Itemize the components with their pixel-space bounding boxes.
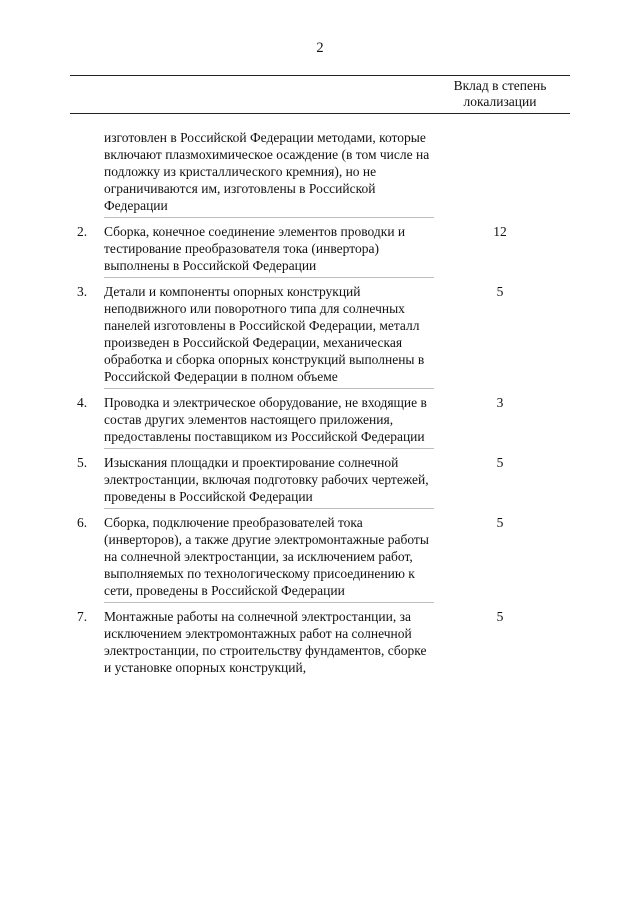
row-text: Сборка, конечное соединение элементов проводки и тестирование преобразователя тока (инвертора) выполнены в Российской Федерации — [104, 224, 406, 273]
row-divider — [104, 508, 434, 510]
row-divider — [104, 277, 434, 279]
row-divider — [104, 448, 434, 450]
table-row — [0, 608, 640, 676]
table-row — [0, 394, 640, 445]
row-number: 6. — [77, 515, 88, 530]
table-row-continuation — [0, 129, 640, 214]
row-divider — [104, 602, 434, 604]
row-number: 7. — [77, 609, 88, 624]
table-row — [0, 223, 640, 274]
row-text: Монтажные работы на солнечной электростанции, за исключением электромонтажных работ на солнечной электростанции, по строительству фундаментов, сборке и установке опорных конструкций, — [104, 609, 427, 675]
row-value: 5 — [496, 515, 504, 530]
row-number: 4. — [77, 395, 88, 410]
row-divider — [104, 217, 434, 219]
row-value: 12 — [493, 224, 507, 239]
row-divider — [104, 388, 434, 390]
row-number: 3. — [77, 284, 88, 299]
row-text: Детали и компоненты опорных конструкций неподвижного или поворотного типа для солнечных панелей изготовлены в Российской Федерации, металл произведен в Российской Федерации, механическая обработка и сборка опорных конструкций выполнены в Российской Федерации в полном объеме — [104, 284, 425, 384]
table-row — [0, 283, 640, 385]
column-header-localization: Вклад в степень локализации — [453, 78, 547, 109]
row-text: Проводка и электрическое оборудование, не входящие в состав других элементов настоящего приложения, предоставлены поставщиком из Российской Федерации — [104, 395, 427, 444]
row-text: изготовлен в Российской Федерации методами, которые включают плазмохимическое осаждение (в том числе на подложку из кристаллического кремния), но не ограничиваются им, изготовлены в Российской Федерации — [104, 130, 430, 213]
table-header-rule — [70, 113, 570, 114]
row-text: Изыскания площадки и проектирование солнечной электростанции, включая подготовку рабочих чертежей, проведены в Российской Федерации — [104, 455, 429, 504]
row-text: Сборка, подключение преобразователей тока (инверторов), а также другие электромонтажные работы на солнечной электростанции, за исключением работ, выполняемых по технологическому присоединению к сети, проведены в Российской Федерации — [104, 515, 429, 598]
row-value: 5 — [496, 609, 504, 624]
row-number: 5. — [77, 455, 88, 470]
table-row — [0, 514, 640, 599]
row-number: 2. — [77, 224, 88, 239]
row-value: 5 — [496, 284, 504, 299]
table-top-rule — [70, 75, 570, 76]
row-value: 3 — [496, 395, 504, 410]
table-body — [0, 129, 640, 676]
table-row — [0, 454, 640, 505]
page-number: 2 — [316, 40, 324, 56]
row-value: 5 — [496, 455, 504, 470]
